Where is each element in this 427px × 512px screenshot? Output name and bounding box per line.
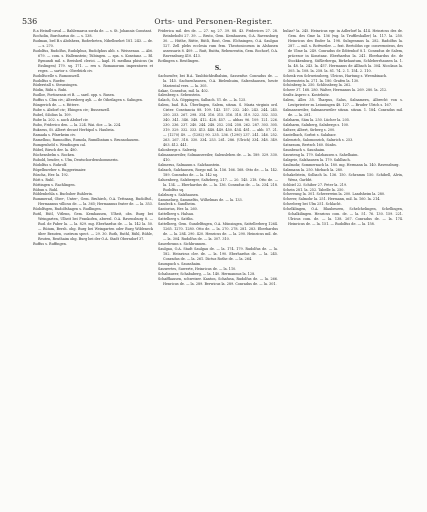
index-entry: Salemrich, Salomonrich, Salnrich s. 253. (283, 137, 354, 142)
index-entry: Salmerus, Salmaum s. Salzhaustein. (158, 162, 221, 167)
index-entry: Rüdin, Rübi s. Rubi. (33, 88, 68, 93)
index-entry: Rübel, Birsch der. la. 480. (33, 147, 78, 152)
index-column-1 (33, 29, 153, 507)
index-entry: Salzburg s. Salzhausen. (158, 192, 199, 197)
index-entry: Saumpuch s. Saunshaim. (158, 261, 202, 266)
index-entry: Rüpelbureber s. Ruggerimaier. (33, 167, 87, 172)
index-entry: Sealtz Asprec s. Kostelnitz. (283, 93, 330, 98)
index-entry: Salzgrie, Salzhausen la. 179. Sahlbach. (283, 157, 351, 162)
index-entry: Rocholin, Burcharius de. — s. 138. (33, 33, 93, 38)
index-entry: Schereung la. 301. Schwerreim la. 200. Landsheim la. 280. (283, 192, 386, 197)
index-entry: Sachsenfer, bei B.A. Taubbichbsfbalsim, Sassenfur. Conradus de. — la. 145. Sachsenhausen, O.A. Bielenhuim, Salzenhausen, heute Mariental vers. — la. 305. (158, 73, 278, 88)
index-entry: Sattelberg s. Halsau. (158, 212, 195, 217)
index-entry: Sauwieng la. 179. Salzhausen s. Sahelhaim. (283, 152, 359, 157)
index-entry: Salzmann la. 250. Mirbach la. 280. (283, 167, 344, 172)
index-entry: buliar? la. 245. Heinricus egr. in Adlerlorf la. 414. Heinricus des de. Gem. des Gme la. 136 (wg. la Truffleshaller) la. 117. la. 250. Heinricus des Ender la. 198. Sulzgenmus la. 282. Radolfus la. 287. — mil. s. Rottweiler. — frat. Bertoldus cgr. convernnteus, des de Ulme la. 249. Conradus de Ilditenhof 8.1. Conradus de Salem, präcesor in Konstanz. Eberhardus la. 241. Eberhardus de. de Stockkenburg, Süßlerberga, Birkehautum, Schleberrhausen la. 1. la. 48. la. 243. la. 457. Hermanus de Allbach la. 304. Nicolaus la. 305. la. 108. la. 258. la. 81. 74. 2. 1. 154. 2. 110. (283, 29, 403, 73)
index-entry: Salach, O.A. Göppingen, Salbach. Ul. de. — la. 125. (158, 98, 247, 103)
index-entry: Sakar, Conradus, mil. la. 402. (158, 88, 209, 93)
index-entry: Sauerbrunn s. Sichbrunnen. (158, 242, 207, 247)
index-entry: Saunbeach s. Saunhaim. (283, 147, 326, 152)
index-entry: Rudolfus, Rudolfus, Rudolphus, Rudolphus abb. s. Weissenau. — Abt. 679. — com. s. Hallemstein; Tübingen. — spa. s. Konstanz. — Bl. Rymundi mil. s. Breisheil clerici. — kapl. H. medhna phisicus (in Esslingen) 179. sq. 171. — rex s. Romanorum imperatores et reges. — sartor s. Oberbürk civ. (33, 48, 153, 73)
index-entry: Rudloe, Fortinensis et B. — sard. opp. s. Rusen. (33, 93, 115, 98)
index-entry: Salzach, Salzhausen, Rorgo mil. la. 156. 166. 168. Otto de. — la. 142. 189. Conradus de. — la. 142 sq. (158, 167, 278, 177)
index-entry: Salzharm, Salnberg, Salnbergs s. 100. (283, 123, 349, 128)
index-entry: Buksrus, St. Albert decast Herbipol s. Haubeia. (33, 128, 115, 133)
index-entry: Salonbergs s. Salerrig. (158, 147, 198, 152)
index-entry: Sattelberg, Gem. Gundelfingen, O.A. Münsingen, Sattellerberg 1264. 1265. 1270. 1280. Otto de. — la. 270. 278. 281. 283. Eberhardus de. — la. 284. 290. 420. Henricus de. — la. 290. Heinricus mil. de. — la. 304. Rudolfus de. — la. 307. 310. (158, 222, 278, 242)
index-entry: Schelklingen, O.A. Blaubeuren, Schelchelingen, Schellingen, Schalkilingen. Henricus com. de. — la. 51. 76. 130. 159. 221. Ulricus com. de. — la. 138. 267. Conradus de. — la. 174. Heinricus de. — la. 151. — Rudolfus de. — la. 158. (283, 207, 403, 227)
index-entry: Rutil, Rütl, Vitlenn, Gem. Kemhausen, Ulheit, obs. Burg bei Weingarten, Ulheit bei Frankofen, abwesl. O.A. Ravensburg 8. — Rud. de Faber la. — la. 829. mg. Eberhardus de. — la. 142 la. 50. — Rüium, Bersh. obg. Burg bei Weingarten oder Burg Wildeneck über Brauten, custrum spect. — 29. 30. Ruth, Ruthl, Rühl, Rühle, Reuten, Reuthaim obg. Burg bei der O.A. Stadt Oberndorf 37. (33, 212, 153, 242)
index-entry: Ruffus s. Ruffingen. (33, 241, 67, 246)
index-entry: Salzharm, Säm la. 250. Lücher la. 205. (283, 118, 350, 123)
index-entry: Friderica mil. des de. — 27. sq. 27. 39. 88. 43. Friderices 27. 28. Reinbeholti 27. 39. — Bruto, Gem. Kemhausen, O.A. Ravensburg 30. — Hüthe, Rütte, Rütli, Rout, Gem. Elchningen, O.A. Saulgau 127. Zell plebs ecclesia rum fem. Theotonicorum in Alshusen assessaris 8. 409. — Ruit, Ruitta, Rebenreutin, Gem. Bochorf, O.A. Ravensburg 410. 413. (158, 29, 278, 58)
index-entry: Salmansweiler, Salmansweiler sitzan. sitzan. 1. 184. Conradus mil. de. — la. 281. (283, 108, 403, 118)
index-entry: Salenberg s. Sebenstein. (158, 93, 201, 98)
index-entry: Rubold, bruder, s. Ulm, Deutschordenshommerin. (33, 157, 119, 162)
index-entry: Scherer, Salmohr la. 251. Hermann, mil. la. 160. la. 214. (283, 197, 381, 202)
index-entry: Ramelhuo, Ramnolfus, Rumola, Rumilbatam s. Brunnohauem. (33, 137, 140, 142)
index-entry: Rüblenbehla s. Buchsber Buhlerin. (33, 192, 93, 197)
index-entry: Saulgau, O.A. Stadt Saulgau de. — la. 174. 179. Rudolfus de. — la. 182. Heinricus cler. de. — la. 190. Eberhardus de. — la. 245. Conradus de. — la. 261. Dictus Rothe de. — la. 264. (158, 247, 278, 261)
index-entry: Rüdolfsgen, Rudolfshagen s. Rudlingen. (33, 207, 102, 212)
index-entry: Saulmohr, Sommernach la. 180. mg. Hermann la. 140. Ravensburg. (283, 162, 400, 167)
index-entry: Schabaueer, Schababerg, — la. 140. Hermannus la. 128. (158, 271, 256, 276)
index-entry: Ramada s. Pfarrkeim civ. (33, 133, 76, 138)
index-entry: Rubel, Silolius la. 109. (33, 113, 72, 118)
index-entry: R.a Heindl-caval — Bahlemarca sorda de. — s. St. Johannis Constant. (33, 29, 153, 33)
index-entry: Rütt s. Ruhl. (33, 177, 55, 182)
index-entry: Rudolfscelle s. Rumonszell. (33, 73, 81, 78)
index-entry: Sauwertes, Suwerte, Heinricus de. — la. 110. (158, 266, 237, 271)
index-entry: Schbiel 22. Schiber 27. Peter la. 219. (283, 182, 348, 187)
index-entry: Satnraum, Bertsch 160. Sünbs. (283, 142, 337, 147)
running-head: Orts- und Personen-Register. (154, 17, 273, 26)
index-entry: Sattelberg s. Sattlin. (158, 217, 194, 222)
index-entry: Salem, bad. B.A. Überlingen, Salem, sitzan. S. Maria virginis ord. Cister. Constancia 88. 109. 143. 157. 232. 240. 243. 244. 245. 250. 253. 267. 298. 314. 316. 315. 316. 318. 319. 322. 332. 333. 340. 341. 346. 348. 412. 428. 457. — abbas 96. 109. 121. 226. 230. 236. 237. 240. 244. 248. 252. 254. 258. 262. 287. 303. 305. 319. 329. 332. 333. 413. 448. 449. 450. 454. 481. — abb. 57. 21. — (1270) 49. — (1282) 90. 235. 236. (1290) 237. 241. 246. 252. 263. 267. 318. 330. 334. 253. 261. 286. (Ulrich) 334. 348. 349. 403. 412. 441. (158, 103, 278, 148)
index-entry: Schakelstein, Solbach la. 136. 150. Schramm 150. Schibell, Alvin, Wenz, Garbbt. (283, 172, 403, 182)
index-entry: Rumgenheld s. Wendingen cal. (33, 142, 87, 147)
page-number: 536 (22, 17, 38, 26)
section-letter: S. (214, 64, 222, 72)
index-entry: Santelbach, Sorbst s. Salabacr. (283, 133, 337, 138)
index-entry: Rüttingen s. Rachlingen. (33, 182, 76, 187)
index-entry: Schaffhausen, schweizer. Kanton, Schafusa, Rudolfus de. — la. 266. Henricus de. — la. 289. Berwicus la. 289. Conradus de. — la. 301. (158, 276, 278, 286)
index-entry: Rudolfus s. Ruefer. (33, 78, 66, 83)
index-entry: Rübun s. Ruhl. (33, 187, 59, 192)
index-entry: Schein 281. la. 252. Tabelle la. 250. (283, 187, 345, 192)
index-entry: Rüscha, Her. la. 192. (33, 172, 69, 177)
index-entry: Rube la. 202. s. auch Abdorf civ. (33, 118, 89, 123)
index-entry: Rüderstall s. Steussingen. (33, 83, 78, 88)
index-entry: Rüngerich de. — s. Rittere. (33, 103, 80, 108)
index-entry: Rotlingen s. Reutlingen. (158, 58, 200, 63)
index-entry: Salem, Alles 35. Tharpus, Salus, Salnamern, Albrecht von s. Leutpriester zu Leiuningen 48. 127. — Bruder Ulrich s. 167. (283, 98, 403, 108)
index-entry: Scheeberg bei Ulm 251. Schlacht. (283, 202, 342, 207)
index-column-3 (283, 29, 403, 507)
index-entry: Rudman, brd B.s Abdshera, Roderbeten, Nibelbsehet 181. 243. — de. — s. 270. (33, 38, 153, 48)
index-entry: Salmannsweiler, Solmansweiler, Salensleben de. — la. 189. 329. 330. 410. (158, 152, 278, 162)
index-column-2 (158, 29, 278, 507)
index-entry: Saltzer, Albert, Sirberg s. 200. (283, 128, 336, 133)
index-entry: Rubo, Friderico den. — la. 224. Wai. dor. — la. 224. (33, 123, 122, 128)
index-entry: Ruffus s. Clim civ.; Altersberg ayli. — de Oiheilagen s. Salingen. (33, 98, 143, 103)
index-entry: Rüdolfus s. Ruhrolf. (33, 162, 68, 167)
index-entry: Sandeck s. Sandheim. (158, 202, 196, 207)
index-entry: Santorius, Her. la. 260. (158, 207, 198, 212)
index-entry: Rube s. Abdorf civ.; Ehingen civ.; Bussenzell. (33, 108, 111, 113)
index-entry: Schirenstein la. 271. la. 180. Grafen la. 130. (283, 78, 360, 83)
index-entry: Sammelurg, Sammeltis, Wilhelmas de. — la. 133. (158, 197, 243, 202)
index-entry: Rüchensbelm s. Rocken. (33, 152, 76, 157)
index-entry: Saluenberg, Salzberger, Saltzberg, 217. — 20. 145. 218. Otto de. — la. 134. — Eberhardus de. — la. 136. Conradus de. — la. 234. 218. Rudolfus sq. (158, 177, 278, 192)
index-entry: Scheer 37. 168. 280. Walter, Hermanus la. 269. 280. la. 212. (283, 88, 388, 93)
index-entry: Schönberg la. 250. Schlössberg la. 262. (283, 83, 352, 88)
index-entry: Rummerad, Ober-, Unter-, Gem. Bruhirch, O.A. Tettnang, Rudolfsd., Hermannus villicus de. — la. 365; Hermannus frater de. — la. 353. (33, 197, 153, 207)
index-entry: Schenk von Schweinsberg, Ulricus, Hartung s. Wrembinach. (283, 73, 388, 78)
